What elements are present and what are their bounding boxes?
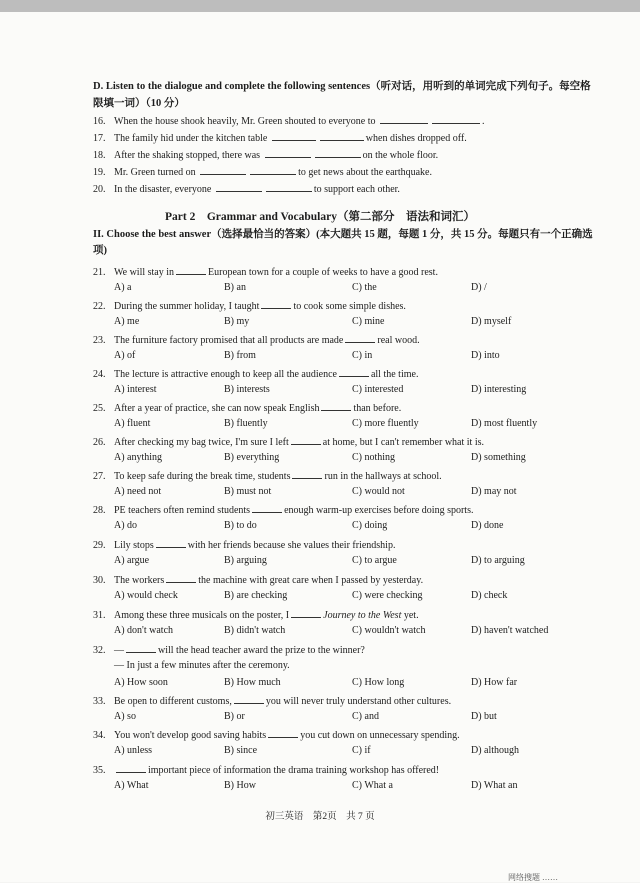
corner-stamp: 网络搜题 …… <box>508 873 558 882</box>
question-stem: 34. You won't develop good saving habits you cut down on unnecessary spending. <box>93 730 460 741</box>
option[interactable]: C) would not <box>352 486 405 497</box>
option[interactable]: D) What an <box>471 780 518 791</box>
option[interactable]: A) me <box>114 316 140 327</box>
option[interactable]: C) were checking <box>352 590 423 601</box>
option[interactable]: A) interest <box>114 384 157 395</box>
part2-title: Part 2 Grammar and Vocabulary（第二部分 语法和词汇） <box>165 211 475 223</box>
option[interactable]: A) argue <box>114 555 150 566</box>
option[interactable]: D) most fluently <box>471 418 538 429</box>
option[interactable]: B) How much <box>224 677 281 688</box>
option[interactable]: C) to argue <box>352 555 397 566</box>
option[interactable]: A) of <box>114 350 136 361</box>
option[interactable]: D) into <box>471 350 500 361</box>
option[interactable]: D) may not <box>471 486 517 497</box>
answer-blank[interactable] <box>315 148 361 158</box>
question-stem: 26. After checking my bag twice, I'm sure I left at home, but I can't remember what it is. <box>93 437 484 448</box>
listening-item: 18. After the shaking stopped, there was on the whole floor. <box>93 150 439 161</box>
answer-blank[interactable] <box>265 148 311 158</box>
question-stem: 22. During the summer holiday, I taught to cook some simple dishes. <box>93 301 406 312</box>
answer-blank[interactable] <box>380 114 428 124</box>
option[interactable]: B) everything <box>224 452 280 463</box>
option[interactable]: B) since <box>224 745 258 756</box>
question-stem: 23. The furniture factory promised that all products are made real wood. <box>93 335 420 346</box>
option[interactable]: C) nothing <box>352 452 396 463</box>
section-d-heading: D. Listen to the dialogue and complete the following sentences（听对话，用听到的单词完成下列句子。每空格限填一词）（10 分） <box>93 81 591 109</box>
answer-blank[interactable] <box>200 165 246 175</box>
option[interactable]: A) How soon <box>114 677 168 688</box>
option[interactable]: A) so <box>114 711 136 722</box>
option[interactable]: D) How far <box>471 677 518 688</box>
section-ii-heading: II. Choose the best answer（选择最恰当的答案）(本大题共 15 题，每题 1 分，共 15 分。每题只有一个正确选项) <box>93 229 593 256</box>
listening-item: 16. When the house shook heavily, Mr. Green shouted to everyone to . <box>93 116 485 127</box>
question-stem: 30. The workers the machine with great care when I passed by yesterday. <box>93 575 424 586</box>
option[interactable]: B) arguing <box>224 555 267 566</box>
option[interactable]: C) wouldn't watch <box>352 625 426 636</box>
option[interactable]: D) myself <box>471 316 512 327</box>
question-stem: 31. Among these three musicals on the poster, I Journey to the West yet. <box>93 610 419 621</box>
listening-item: 19. Mr. Green turned on to get news about the earthquake. <box>93 167 432 178</box>
option[interactable]: B) my <box>224 316 250 327</box>
option[interactable]: D) something <box>471 452 526 463</box>
question-stem: 28. PE teachers often remind students enough warm-up exercises before doing sports. <box>93 505 474 516</box>
option[interactable]: C) in <box>352 350 373 361</box>
option[interactable]: D) / <box>471 282 487 293</box>
option[interactable]: B) must not <box>224 486 272 497</box>
option[interactable]: C) doing <box>352 520 388 531</box>
option[interactable]: A) need not <box>114 486 162 497</box>
question-stem: 35. important piece of information the drama training workshop has offered! <box>93 765 440 776</box>
page-footer: 初三英语 第2页 共 7 页 <box>265 812 375 822</box>
question-stem: 27. To keep safe during the break time, students run in the hallways at school. <box>93 471 442 482</box>
option[interactable]: C) mine <box>352 316 385 327</box>
option[interactable]: C) What a <box>352 780 393 791</box>
top-border <box>0 0 640 12</box>
answer-blank[interactable] <box>250 165 296 175</box>
option[interactable]: B) interests <box>224 384 270 395</box>
question-stem: 24. The lecture is attractive enough to keep all the audience all the time. <box>93 369 419 380</box>
option[interactable]: A) do <box>114 520 138 531</box>
option[interactable]: D) although <box>471 745 520 756</box>
option[interactable]: D) check <box>471 590 508 601</box>
option[interactable]: C) and <box>352 711 379 722</box>
answer-blank[interactable] <box>320 131 364 141</box>
option[interactable]: D) done <box>471 520 504 531</box>
listening-item: 17. The family hid under the kitchen table when dishes dropped off. <box>93 133 467 144</box>
option[interactable]: B) How <box>224 780 256 791</box>
option[interactable]: A) unless <box>114 745 153 756</box>
option[interactable]: B) an <box>224 282 246 293</box>
answer-blank[interactable] <box>272 131 316 141</box>
option[interactable]: C) the <box>352 282 377 293</box>
question-stem: 33. Be open to different customs, you will never truly understand other cultures. <box>93 696 452 707</box>
option[interactable]: C) more fluently <box>352 418 419 429</box>
listening-item: 20. In the disaster, everyone to support each other. <box>93 184 400 195</box>
option[interactable]: D) to arguing <box>471 555 525 566</box>
question-stem: 25. After a year of practice, she can now speak English than before. <box>93 403 402 414</box>
dialogue-reply: — In just a few minutes after the ceremony. <box>114 660 290 671</box>
answer-blank[interactable] <box>432 114 480 124</box>
question-stem: 32. — will the head teacher award the prize to the winner? <box>93 645 365 656</box>
option[interactable]: A) anything <box>114 452 163 463</box>
question-stem: 21. We will stay in European town for a couple of weeks to have a good rest. <box>93 267 438 278</box>
option[interactable]: B) from <box>224 350 256 361</box>
answer-blank[interactable] <box>216 182 262 192</box>
option[interactable]: A) What <box>114 780 149 791</box>
option[interactable]: D) but <box>471 711 497 722</box>
option[interactable]: C) interested <box>352 384 404 395</box>
option[interactable]: D) interesting <box>471 384 527 395</box>
option[interactable]: B) fluently <box>224 418 268 429</box>
option[interactable]: A) would check <box>114 590 178 601</box>
option[interactable]: A) fluent <box>114 418 151 429</box>
option[interactable]: B) to do <box>224 520 257 531</box>
option[interactable]: D) haven't watched <box>471 625 549 636</box>
option[interactable]: C) if <box>352 745 371 756</box>
option[interactable]: A) don't watch <box>114 625 174 636</box>
option[interactable]: A) a <box>114 282 132 293</box>
option[interactable]: B) didn't watch <box>224 625 286 636</box>
option[interactable]: B) are checking <box>224 590 288 601</box>
question-stem: 29. Lily stops with her friends because she values their friendship. <box>93 540 396 551</box>
option[interactable]: C) How long <box>352 677 405 688</box>
option[interactable]: B) or <box>224 711 245 722</box>
answer-blank[interactable] <box>266 182 312 192</box>
